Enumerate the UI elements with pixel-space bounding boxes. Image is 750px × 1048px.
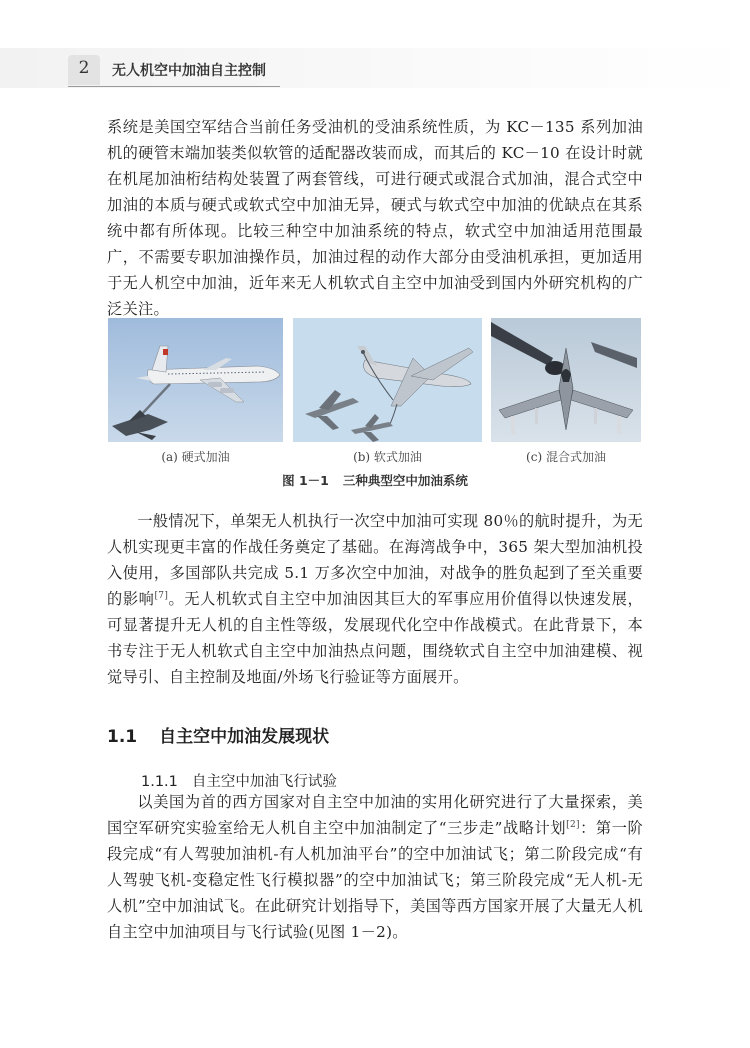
paragraph-2-text-b: 。无人机软式自主空中加油因其巨大的军事应用价值得以快速发展，可显著提升无人机的自主性等级，发展现代化空中作战模式。在此背景下，本书专注于无人机软式自主空中加油热点问题，围绕软式自主空中加油建模、视觉导引、自主控制及地面/外场飞行验证等方面展开。 xyxy=(107,590,644,686)
citation-ref: [2] xyxy=(566,820,580,830)
paragraph-2 xyxy=(107,508,643,690)
paragraph-2-text-a: 一般情况下，单架无人机执行一次空中加油可实现 80％的航时提升，为无人机实现更丰富的作战任务奠定了基础。在海湾战争中，365 架大型加油机投入使用，多国部队共完成 5.1 万多次空中加油，对战争的胜负起到了至关重要的影响 xyxy=(107,512,643,608)
subcaption-b: (b) 软式加油 xyxy=(353,450,422,464)
paragraph-3-text-a: 以美国为首的西方国家对自主空中加油的实用化研究进行了大量探索，美国空军研究实验室给无人机自主空中加油制定了“三步走”战略计划 xyxy=(107,793,643,837)
photo-mixed-refueling xyxy=(491,318,641,442)
figure-label: 图 1－1 xyxy=(282,473,329,488)
paragraph-3-text-b: ：第一阶段完成“有人驾驶加油机-有人机加油平台”的空中加油试飞；第二阶段完成“有人驾驶飞机-变稳定性飞行模拟器”的空中加油试飞；第三阶段完成“无人机-无人机”空中加油试飞。在此研究计划指导下，美国等西方国家开展了大量无人机自主空中加油项目与飞行试验(见图 1－2)。 xyxy=(107,819,643,941)
section-heading xyxy=(107,722,329,747)
section-title: 自主空中加油发展现状 xyxy=(159,727,330,747)
subcaption-a: (a) 硬式加油 xyxy=(161,450,230,464)
header-rule xyxy=(68,86,280,87)
citation-ref: [7] xyxy=(154,591,169,601)
book-title: 无人机空中加油自主控制 xyxy=(112,63,266,79)
page-number: 2 xyxy=(78,58,90,78)
photo-probe-drogue-refueling xyxy=(293,318,482,442)
subcaption-c: (c) 混合式加油 xyxy=(526,450,606,464)
subsection-title: 自主空中加油飞行试验 xyxy=(191,774,337,790)
subsection-number: 1.1.1 xyxy=(141,774,178,790)
paragraph-1: 系统是美国空军结合当前任务受油机的受油系统性质，为 KC－135 系列加油机的硬管末端加装类似软管的适配器改装而成，而其后的 KC－10 在设计时就在机尾加油桁结构处装置了两套管线，可进行硬式或混合式加油，混合式空中加油的本质与硬式或软式空中加油无异，硬式与软式空中加油的优缺点在其系统中都有所体现。比较三种空中加油系统的特点，软式空中加油适用范围最广，不需要专职加油操作员，加油过程的动作大部分由受油机承担，更加适用于无人机空中加油，近年来无人机软式自主空中加油受到国内外研究机构的广泛关注。 xyxy=(107,118,643,318)
section-number: 1.1 xyxy=(107,727,138,747)
figure-caption xyxy=(107,471,643,489)
paragraph-3 xyxy=(107,789,643,945)
photo-boom-refueling xyxy=(108,318,283,442)
figure-title: 三种典型空中加油系统 xyxy=(342,473,468,488)
subsection-heading xyxy=(141,770,337,791)
